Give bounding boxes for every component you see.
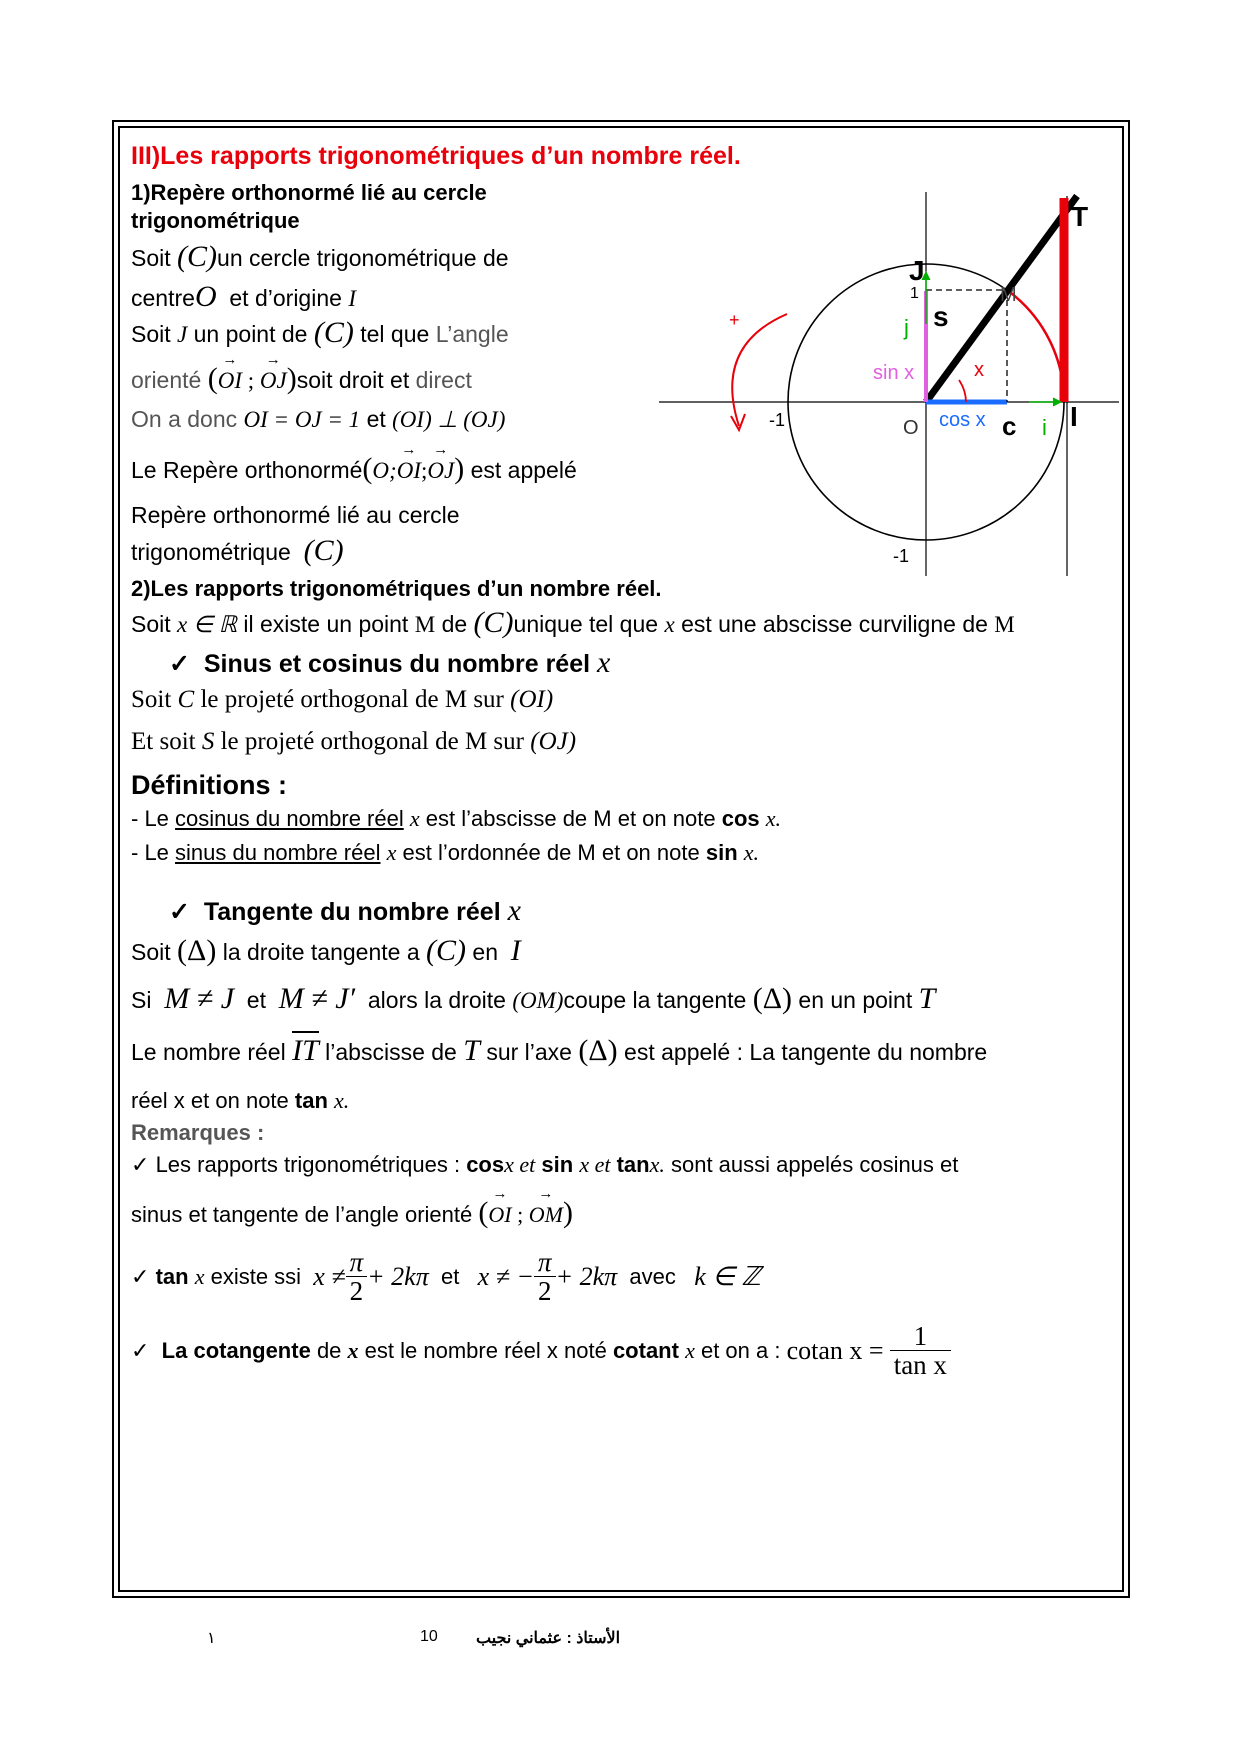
- math-oi: (OI): [510, 686, 554, 713]
- check-icon: ✓: [169, 650, 190, 678]
- paren: ): [562, 1196, 573, 1229]
- remark1-line1: [131, 1152, 958, 1178]
- math-oj: (OJ): [530, 728, 577, 755]
- math-m-neq-j: M ≠ J: [164, 982, 235, 1015]
- part1-line1: [131, 240, 509, 274]
- text: est l’ordonnée de M et on note: [402, 840, 700, 865]
- text: Et soit: [131, 728, 196, 755]
- text: un cercle trigonométrique de: [217, 245, 509, 271]
- text: le projeté orthogonal de M sur: [220, 728, 524, 755]
- text: l’abscisse de: [325, 1039, 457, 1065]
- text: unique tel que: [513, 611, 659, 637]
- text: et: [440, 1263, 460, 1289]
- numerator: π: [349, 1247, 364, 1277]
- sincos-line1: [131, 686, 553, 714]
- math-x: x: [386, 840, 397, 865]
- math-x: x: [347, 1337, 359, 1363]
- text: un point de: [193, 321, 308, 347]
- check-icon: ✓: [131, 1263, 150, 1289]
- denominator: 2: [346, 1276, 368, 1305]
- math-x: x: [409, 806, 420, 831]
- math-o: O: [194, 280, 217, 313]
- text: en un point: [798, 987, 913, 1013]
- part1-line8: [131, 534, 344, 568]
- math-c: (C): [303, 534, 344, 567]
- text: orienté: [131, 367, 202, 393]
- text: et d’origine: [229, 285, 342, 311]
- math-c: (C): [313, 316, 354, 349]
- math-x: x: [685, 1337, 695, 1363]
- arc-x: [1007, 290, 1064, 402]
- text: et: [246, 987, 266, 1013]
- math-x-neq: x ≠: [313, 1261, 346, 1291]
- math-text: x et: [579, 1152, 611, 1177]
- text: coupe la tangente: [563, 987, 747, 1013]
- numerator: 1: [913, 1321, 928, 1351]
- text: sin: [705, 840, 738, 865]
- math-perpendicular: (OI) ⊥ (OJ): [392, 407, 506, 432]
- fraction-pi-over-2: [346, 1248, 368, 1306]
- math-x-neq-minus: x ≠ −: [477, 1261, 535, 1291]
- text: est appelé: [470, 457, 577, 483]
- math-om: (OM): [512, 988, 564, 1013]
- angle-arc: [959, 380, 966, 402]
- label-i-vector: i: [1042, 415, 1047, 440]
- denominator: tan x: [890, 1350, 951, 1379]
- vector-om: → OM: [529, 1202, 563, 1228]
- label-m: M: [1000, 284, 1017, 306]
- math-i: I: [348, 286, 356, 311]
- math-equality: OI = OJ = 1: [243, 407, 361, 432]
- math-i: I: [510, 934, 521, 967]
- vector-oj: → OJ: [427, 458, 454, 484]
- part1-line5: [131, 406, 505, 433]
- text: alors la droite: [367, 987, 506, 1013]
- text: sinus du nombre réel: [175, 840, 381, 865]
- label-i: I: [1070, 401, 1078, 432]
- math-k-in-z: k ∈ ℤ: [694, 1261, 761, 1291]
- text: - Le: [131, 840, 169, 865]
- math-x: x: [597, 646, 611, 679]
- text: soit droit et: [296, 367, 410, 393]
- page-number: 10: [420, 1628, 438, 1645]
- vector-oi: → OI: [488, 1202, 511, 1228]
- text: de: [441, 611, 468, 637]
- math-s: S: [201, 728, 215, 755]
- sincos-heading: [169, 646, 610, 680]
- text: Soit: [131, 245, 171, 271]
- text: - Le: [131, 806, 169, 831]
- text: centre: [131, 285, 195, 311]
- text: tel que: [360, 321, 430, 347]
- separator: ;: [511, 1202, 529, 1227]
- text: il existe un point: [243, 611, 409, 637]
- math-delta: (Δ): [578, 1034, 618, 1067]
- text: et: [366, 406, 386, 432]
- definitions-heading: Définitions :: [131, 770, 287, 800]
- text: tan: [155, 1263, 189, 1289]
- text: Les rapports trigonométriques :: [155, 1152, 461, 1177]
- tangent-line4: [131, 1088, 349, 1114]
- math-m: M: [994, 612, 1015, 637]
- text: de: [316, 1337, 342, 1363]
- label-t: T: [1071, 201, 1089, 232]
- tangent-line1: [131, 934, 521, 968]
- label-minus-one-bottom: -1: [893, 546, 910, 566]
- text: trigonométrique: [131, 539, 291, 565]
- math-c: (C): [177, 240, 218, 273]
- math-c: (C): [473, 606, 514, 639]
- math-cotan: cotan x =: [786, 1335, 884, 1365]
- definition-sin: [131, 840, 759, 866]
- tangent-line2: [131, 982, 935, 1016]
- part1-line4: [131, 362, 472, 396]
- text: sinus et tangente de l’angle orienté: [131, 1202, 473, 1227]
- text: sont aussi appelés cosinus et: [670, 1152, 959, 1177]
- text: cosinus du nombre réel: [175, 806, 404, 831]
- separator: ;: [420, 458, 428, 483]
- check-icon: ✓: [131, 1152, 150, 1177]
- vector-oi: → OI: [218, 368, 242, 394]
- tangent-heading: [169, 894, 521, 928]
- text: existe ssi: [210, 1263, 302, 1289]
- text: tan: [294, 1088, 328, 1113]
- math-m-neq-jprime: M ≠ J′: [278, 982, 356, 1015]
- part1-line7: Repère orthonormé lié au cercle: [131, 502, 460, 528]
- math-j: J: [177, 322, 188, 347]
- text: Tangente du nombre réel: [203, 898, 501, 926]
- math-c: (C): [426, 934, 467, 967]
- sincos-line2: [131, 728, 576, 756]
- part1-heading-line2: trigonométrique: [131, 208, 300, 233]
- paren: (: [207, 362, 218, 395]
- math-o: O;: [372, 458, 397, 483]
- remark1-line2: [131, 1196, 573, 1230]
- text: Sinus et cosinus du nombre réel: [203, 650, 591, 678]
- author-name: الأستاذ : عثماني نجيب: [476, 1630, 621, 1647]
- text: Le Repère orthonormé: [131, 457, 363, 483]
- text: avec: [629, 1263, 676, 1289]
- math-x: x: [507, 894, 521, 927]
- text: est appelé : La tangente du nombre: [624, 1039, 988, 1065]
- text: sur l’axe: [486, 1039, 572, 1065]
- part1-line2: [131, 280, 356, 314]
- text: sin: [541, 1152, 574, 1177]
- trig-circle-figure: [659, 176, 1121, 592]
- math-t: T: [463, 1034, 480, 1067]
- text: cos: [466, 1152, 505, 1177]
- math-it: IT: [292, 1031, 319, 1067]
- remark3-line: [131, 1322, 951, 1380]
- part2-heading: 2)Les rapports trigonométriques d’un nombre réel.: [131, 576, 662, 601]
- tangent-line3: [131, 1034, 987, 1068]
- text: direct: [415, 367, 472, 393]
- text: Si: [131, 987, 152, 1013]
- text: Soit: [131, 939, 171, 965]
- remarks-heading: Remarques :: [131, 1120, 265, 1145]
- math-x: x.: [334, 1088, 350, 1113]
- math-x: x.: [649, 1152, 665, 1177]
- label-plus: +: [729, 310, 740, 330]
- label-x: x: [974, 359, 984, 381]
- part1-heading-line1: 1)Repère orthonormé lié au cercle: [131, 180, 487, 205]
- label-cosx: cos x: [939, 409, 986, 431]
- math-c: C: [177, 686, 195, 713]
- text: Soit: [131, 321, 171, 347]
- text: réel x et on note: [131, 1088, 289, 1113]
- text: et on a :: [700, 1337, 781, 1363]
- text: est une abscisse curviligne de: [681, 611, 988, 637]
- text: est le nombre réel x noté: [364, 1337, 607, 1363]
- math-x: x.: [743, 840, 760, 865]
- numerator: π: [538, 1247, 552, 1277]
- label-o: O: [903, 417, 919, 439]
- page-content: [131, 140, 1121, 1580]
- paren: ): [286, 362, 297, 395]
- fraction-pi-over-2: [534, 1248, 556, 1306]
- math-text: x et: [504, 1152, 536, 1177]
- part2-line1: [131, 606, 1015, 640]
- text: On a donc: [131, 406, 238, 432]
- footer-left-number: ١: [207, 1630, 216, 1647]
- separator: ;: [242, 368, 260, 393]
- math-m: M: [414, 612, 436, 637]
- math-2kpi: + 2kπ: [367, 1261, 429, 1291]
- math-x: x: [664, 612, 675, 637]
- math-delta: (Δ): [177, 934, 217, 967]
- check-icon: ✓: [131, 1337, 150, 1363]
- definition-cos: [131, 806, 781, 832]
- text: en: [472, 939, 499, 965]
- section-title: III)Les rapports trigonométriques d’un nombre réel.: [131, 142, 741, 170]
- text: est l’abscisse de M et on note: [425, 806, 716, 831]
- math-x-in-r: x ∈ ℝ: [177, 612, 237, 637]
- paren: ): [454, 452, 465, 485]
- vector-oi: → OI: [397, 458, 421, 484]
- label-c: c: [1002, 411, 1017, 441]
- text: cotant: [612, 1337, 679, 1363]
- text: Soit: [131, 686, 172, 713]
- math-x: x.: [765, 806, 782, 831]
- text: cos: [721, 806, 760, 831]
- label-one: 1: [910, 285, 919, 302]
- math-2kpi: + 2kπ: [555, 1261, 618, 1291]
- text: Le nombre réel: [131, 1039, 286, 1065]
- vector-oj: → OJ: [260, 368, 287, 394]
- denominator: 2: [534, 1276, 556, 1305]
- math-delta: (Δ): [752, 982, 793, 1015]
- text: la droite tangente a: [222, 939, 420, 965]
- text: Soit: [131, 611, 171, 637]
- label-sinx: sin x: [873, 362, 915, 384]
- math-x: x: [194, 1263, 205, 1289]
- label-j: J: [909, 255, 925, 286]
- text: La cotangente: [161, 1337, 311, 1363]
- label-s: s: [933, 301, 949, 332]
- text: L’angle: [435, 321, 509, 347]
- paren: (: [478, 1196, 489, 1229]
- text: le projeté orthogonal de M sur: [200, 686, 504, 713]
- math-t: T: [918, 982, 936, 1015]
- part1-line3: [131, 316, 509, 350]
- paren: (: [362, 452, 373, 485]
- fraction-one-over-tan: [890, 1322, 951, 1380]
- label-minus-one-left: -1: [769, 410, 786, 430]
- remark2-line: [131, 1248, 761, 1306]
- part1-line6: [131, 452, 577, 486]
- text: tan: [616, 1152, 650, 1177]
- check-icon: ✓: [169, 898, 190, 926]
- label-j-vector: j: [904, 315, 909, 340]
